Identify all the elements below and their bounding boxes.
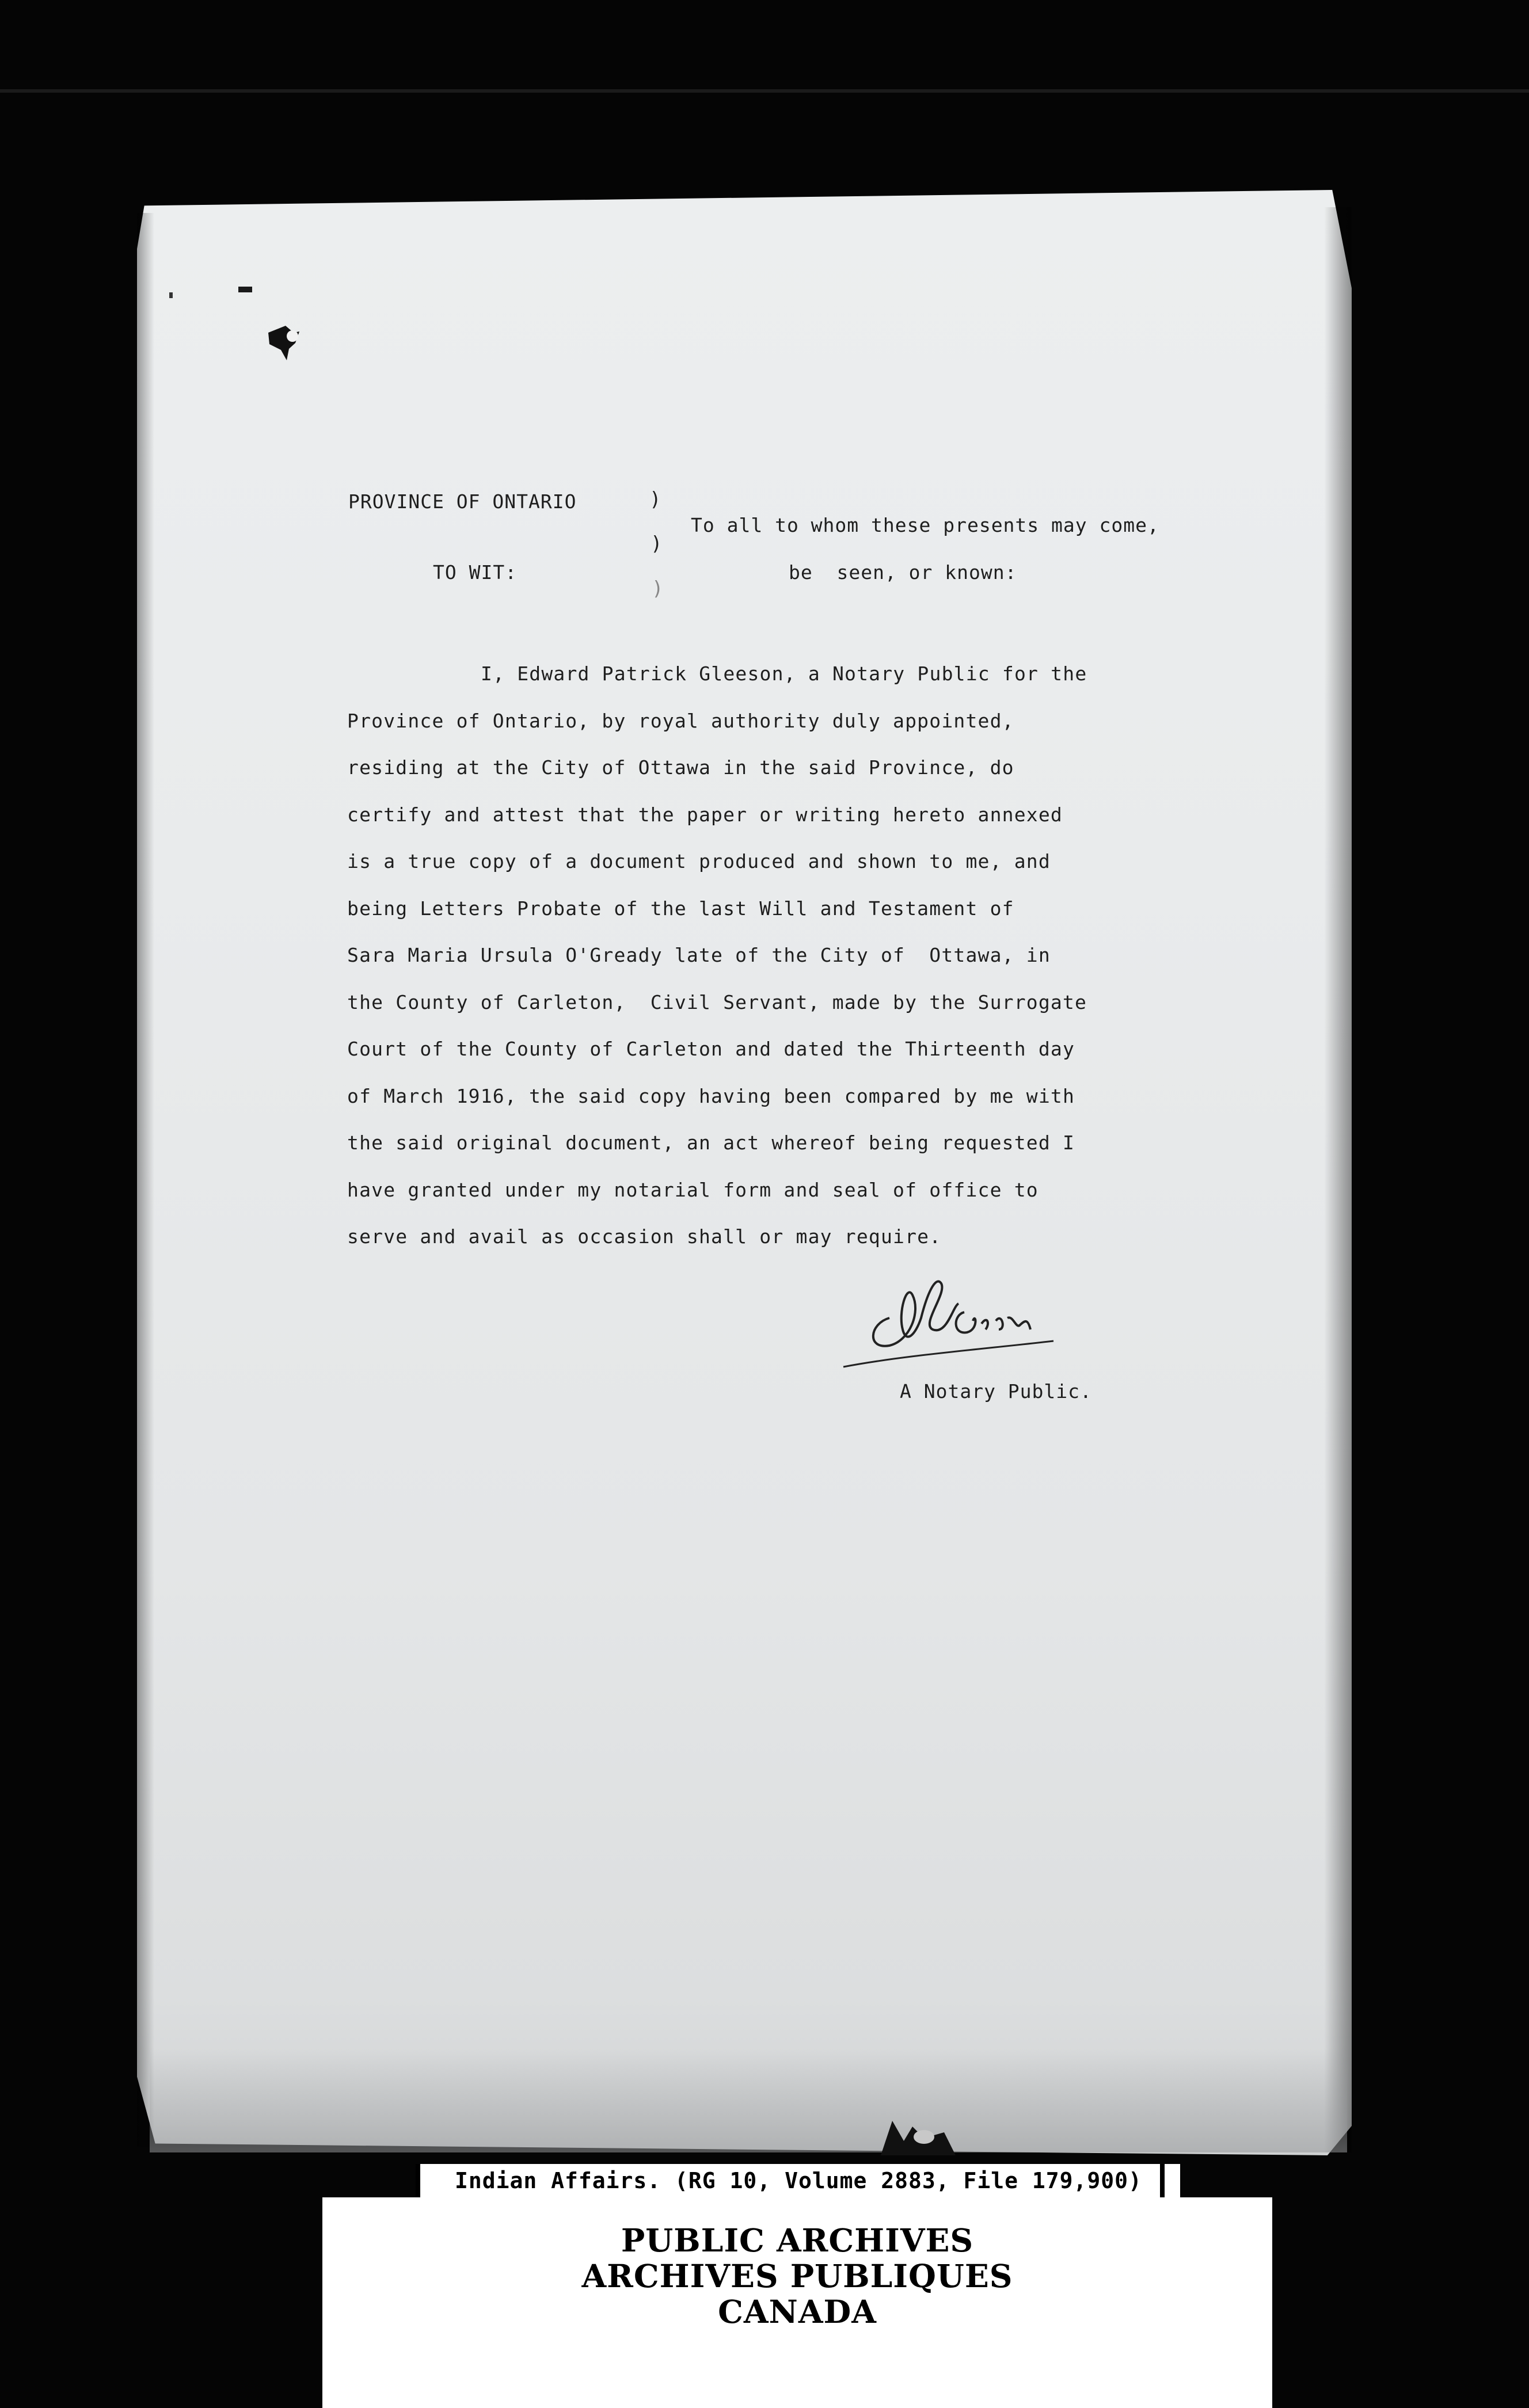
ink-mark-small: [169, 292, 173, 298]
signature: [835, 1249, 1065, 1381]
body-line: I, Edward Patrick Gleeson, a Notary Public for the: [481, 662, 1087, 685]
body-line: certify and attest that the paper or writing hereto annexed: [347, 803, 1063, 826]
salutation-line-1: To all to whom these presents may come,: [691, 514, 1159, 536]
body-line: being Letters Probate of the last Will and Testament of: [347, 897, 1014, 920]
bracket-mark: ): [649, 488, 661, 511]
scan-streak: [0, 89, 1529, 93]
province-heading: PROVINCE OF ONTARIO: [348, 490, 577, 513]
body-line: serve and avail as occasion shall or may require.: [347, 1225, 942, 1248]
body-line: Court of the County of Carleton and dated the Thirteenth day: [347, 1038, 1075, 1060]
punch-hole-icon: [264, 321, 304, 364]
bracket-mark: ): [651, 532, 663, 555]
salutation-line-2: be seen, or known:: [789, 561, 1017, 584]
signer-title: A Notary Public.: [900, 1380, 1092, 1403]
body-line: Sara Maria Ursula O'Gready late of the City of Ottawa, in: [347, 944, 1051, 966]
archive-reference: Indian Affairs. (RG 10, Volume 2883, File 179,900): [455, 2168, 1142, 2193]
certificate-body: [347, 650, 1280, 1260]
body-line: the said original document, an act whereof being requested I: [347, 1131, 1075, 1154]
body-line: Province of Ontario, by royal authority duly appointed,: [347, 709, 1014, 732]
body-line: residing at the City of Ottawa in the said Province, do: [347, 756, 1014, 779]
to-wit-heading: TO WIT:: [433, 561, 518, 584]
torn-edge-icon: [869, 2109, 956, 2155]
archive-country: CANADA: [718, 2293, 877, 2330]
archive-name-en: PUBLIC ARCHIVES: [621, 2222, 974, 2259]
ink-mark: [238, 287, 252, 292]
page-bottom-shade: [150, 2049, 1347, 2152]
body-line: of March 1916, the said copy having been compared by me with: [347, 1084, 1075, 1107]
archive-name-fr: ARCHIVES PUBLIQUES: [581, 2257, 1013, 2295]
page-left-shadow: [137, 213, 154, 2147]
body-line: the County of Carleton, Civil Servant, made by the Surrogate: [347, 990, 1087, 1014]
page-right-shadow: [1324, 207, 1352, 2152]
bracket-mark: ): [652, 577, 664, 600]
body-line: have granted under my notarial form and seal of office to: [347, 1178, 1039, 1201]
body-line: is a true copy of a document produced and shown to me, and: [347, 850, 1051, 872]
